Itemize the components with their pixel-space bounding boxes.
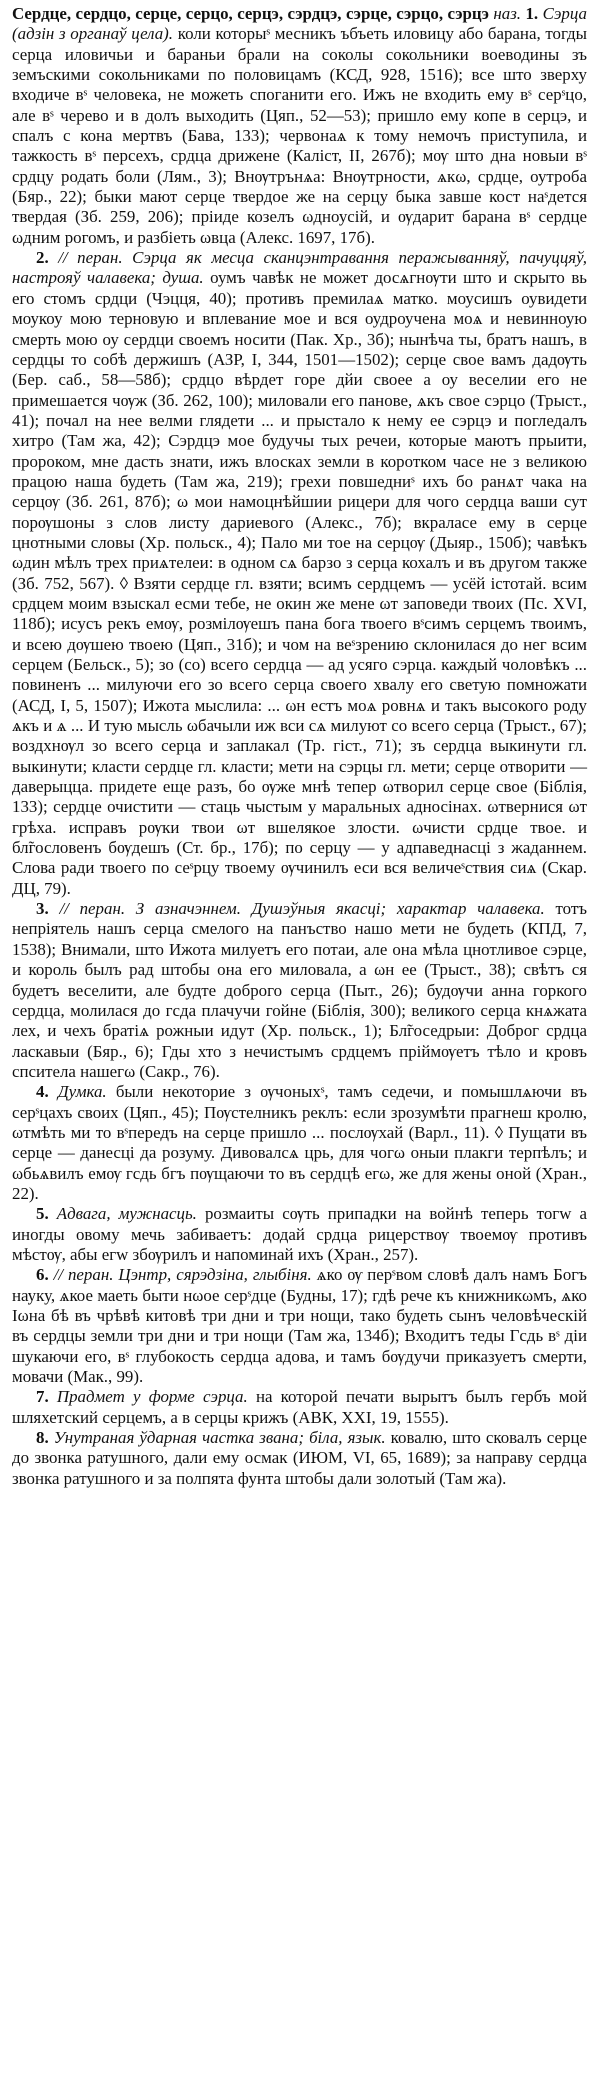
- sense-definition: Прадмет у форме сэрца.: [56, 1387, 248, 1407]
- sense-definition: // перан. Цэнтр, сярэдзіна, глыбіня.: [53, 1265, 312, 1285]
- sense-number: 5.: [36, 1204, 49, 1224]
- sense-citations: на которой печати вырытъ былъ гербъ мой шляхетский серцемъ, а в серцы крижъ (АВК, XXI, 19, 1555).: [12, 1387, 587, 1427]
- sense-number: 4.: [36, 1082, 49, 1102]
- sense-citations: оумъ чавѣк не может досѧгнѹти што и скрыто вь его стомъ срдци (Чэцця, 40); противъ премилаѧ матко. моусишъ оувидети моукоу мою терновую и вплевание мое и вся оудроучена моѧ и невинноую смерть мою оу сердци своемъ носити (Пак. Хр., 3б); нынѣча ты, братъ нашъ, в сердцы то собѣ держишъ (АЗР, I, 344, 1501—1502); серце свое вамъ дадѹть (Бер. саб., 58—58б); срдцо вѣрдет горе дйи своее а оу веселии его не примешается чѹж (Зб. 262, 100); миловали его панове, ѧкъ свое сэрцо (Трыст., 41); почал на нее велми глядети ... и прыстало к нему ее сэрцэ и погледалъ хитро (Там жа, 42); Сэрдцэ мое будучы тых речеи, которые маютъ прыити, пророком, мне дасть знати, ижъ влосках земли в коротком часе не з великою працою наша будеть (Там жа, 219); грехи повшедниˢ ихъ бо ранѧт чака на серцѹ (Зб. 261, 87б); ω мои намоцнѣйшии рицери для чого сердца ваши сут порѹшоны з слов листу дариевого (Алекс., 7б); вкраласе ему в серце цнотными словы (Хр. польск., 4); Пало ми тое на серцѹ (Дыяр., 150б); чавѣкъ ωдин мѣлъ трех приѧтелеи: в одном сѧ барзо з серца кохалъ и въ другом также (Зб. 752, 567). ◊ Взяти сердце гл. взяти; всимъ сердцемъ — усёй істотай. всим срдцем моим взыскал есми тебе, не окин же мене ωт заповеди твоих (Пс. XVI, 118б); исусъ рекъ емѹ, розмiлѹешъ пана бога твоего вˢсимъ серцемъ твоимъ, и всею дѹшею твоею (Цяп., 31б); и чом на веˢзрению склонилася до нег всим серцем (Бельск., 5); зо (со) всего сердца — ад усяго сэрца. каждый чоловѣкъ ... повиненъ ... милуючи его зо всего серца своего хвалу его светую помножати (АСД, I, 5, 1507); Ижота мыслила: ... ωн естъ моѧ ровнѧ и такъ высокого роду ѧкъ и ѧ ... И тую мысль ωбачыли иж вси сѧ милуют со всего серца (Трыст., 67); воздхнѹл зо всего серца и заплакал (Тр. гіст., 71); зъ сердца выкинути гл. выкинути; класти сердце гл. класти; мети на сэрцы гл. мети; серце отворити — даверыцца. придете еще разъ, бо ѹже мнѣ тепер ωтворил серце свое (Бiблiя, 133); сердце очистити — стаць чыстым у маральных адносінах. ωтвернися ωт грѣха. исправъ рѹки твои ωт вшелякое злости. ωчисти срдце твое. и бл̃гословенъ бѹдешъ (Ст. бр., 17б); по серцу — у адпаведнасці з жаданнем. Слова ради твоего по сеˢрцу твоему ѹчинилъ еси вся величеˢствия сиѧ (Скар. ДЦ, 79).: [12, 268, 588, 898]
- sense-definition: Сэрца (адзін з органаў цела).: [12, 4, 587, 44]
- sense-citations: коли которыˢ месникъ ъбъеть иловицу або барана, тогды серца иловичьи и бараньи брали на соколы сокольники воеводины зъ земъскими сокольниками по половицамъ (КСД, 928, 1516); все што зверху входиче вˢ человека, не можеть споганити его. Ижъ не входить ему вˢ серˢцо, але вˢ черево и в долъ выходить (Цяп., 52—53); пришло ему копе в серцэ, и спалъ с кона мертвъ (Бава, 133); червонаѧ к тому немочъ приступила, и тажкость вˢ персехъ, срдца дрижене (Калiст, II, 267б); мѹ што дна новыи вˢ срдцу родать боли (Лям., 3); Внѹтрънѧа: Внѹтрности, ѧкω, срдце, оутроба (Бяр., 22); быки мают серце твердое же на серцу быка завше кост наˢдется твердая (Зб. 259, 206); прiиде козелъ ωдноусiй, и ѹдарит барана вˢ сердце ωдним рогомъ, и разбiеть ωвца (Алекс. 1697, 17б).: [12, 24, 588, 247]
- sense-number: 2.: [36, 248, 49, 268]
- sense-block: [12, 899, 587, 1082]
- sense-block: [12, 1204, 587, 1265]
- sense-definition: Унутраная ўдарная частка звана; біла, язык.: [53, 1428, 386, 1448]
- sense-number: 6.: [36, 1265, 49, 1285]
- sense-citations: тотъ непрiятель нашъ серца смелого на панъство нашо мети не будеть (КПД, 7, 1538); Внимали, што Ижота милуетъ его потаи, але она мѣла цнотливое сэрце, и король былъ рад штобы она его миловала, а ωн ее (Трыст., 38); свѣтъ ся будетъ веселити, але будте доброго серца (Пыт., 26); будѹчи анна горкого сердца, молилася до гсда плачучи гойне (Бiблiя, 300); великого серца кнѧжата лех, и чехъ братiѧ рожныи идут (Хр. польск., 1); Бл̃госедрыи: Доброг срдца ласкавыи (Бяр., 6); Гды хто з нечистымъ срдцемъ прiймѹетъ тѣло и кровъ спситела нашегω (Сакр., 76).: [12, 899, 587, 1081]
- sense-citations: ѧко ѹ перˢвом словѣ далъ намъ Богъ науку, ѧкое маеть быти нωое серˢдце (Будны, 17); гдѣ рече къ книжникωмъ, ѧко Iωна бѣ въ чрѣвѣ китовѣ три дни и три нощи, тако будеть сынъ человѣческiй въ сердцы земли три дни и три нощи (Там жа, 134б); Входитъ теды Гсдь вˢ дiи шукаючи его, вˢ глубокость сердца адова, и тамъ бѹдучи приказуетъ смерти, мовачи (Мак., 99).: [12, 1265, 587, 1387]
- sense-block: [12, 1428, 587, 1489]
- sense-number: 3.: [36, 899, 49, 919]
- sense-definition: Адвага, мужнасць.: [56, 1204, 197, 1224]
- part-of-speech: наз.: [493, 4, 522, 23]
- sense-definition: // перан. Сэрца як месца сканцэнтравання перажыванняў, пачуццяў, настрояў чалавека; душа.: [12, 248, 587, 288]
- sense-number: 7.: [36, 1387, 49, 1407]
- sense-citations: ковалю, што сковалъ серце до звонка ратушного, дали ему осмак (ИЮМ, VI, 65, 1689); за направу сердца звонка ратушного и за полпята фунта штобы дали золотый (Там жа).: [12, 1428, 587, 1488]
- sense-number: 1.: [525, 4, 539, 23]
- sense-citations: были некоторие з ѹчоныхˢ, тамъ седечи, и помышлѧючи въ серˢцахъ своих (Цяп., 45); Пѹстелникъ реклъ: если зрозумѣти прагнеш кролю, ωтмѣть ми то вˢпередъ на серце пришло ... послѹхай (Варл., 11). ◊ Пущати въ серце — данесці да розуму. Дивовалсѧ црь, для чогω оныи плакги терпѣлъ; и ωбьѧвилъ емѹ гсдь бгъ пѹщаючи то въ сердцѣ егω, же для жены оной (Хран., 22).: [12, 1082, 587, 1203]
- sense-citations: розмаиты сѹть припадки на войнѣ теперь тогw а иногды овому мечь забиваетъ: додай срдца рицерствѹ твоемѹ противъ мѣстѹ, абы егw збѹрилъ и напоминай ихъ (Хран., 257).: [12, 1204, 587, 1264]
- dictionary-entry: [12, 4, 587, 248]
- sense-block: [12, 248, 587, 899]
- sense-block: [12, 1082, 587, 1204]
- sense-definition: Думка.: [57, 1082, 107, 1102]
- sense-definition: // перан. З азначэннем. Душэўныя якасці; характар чалавека.: [59, 899, 545, 919]
- sense-block: [12, 1387, 587, 1428]
- sense-block: [12, 1265, 587, 1387]
- sense-number: 8.: [36, 1428, 49, 1448]
- headword: Сердце, сердцо, серце, серцо, серцэ, сэрдцэ, сэрце, сэрцо, сэрцэ: [12, 4, 489, 23]
